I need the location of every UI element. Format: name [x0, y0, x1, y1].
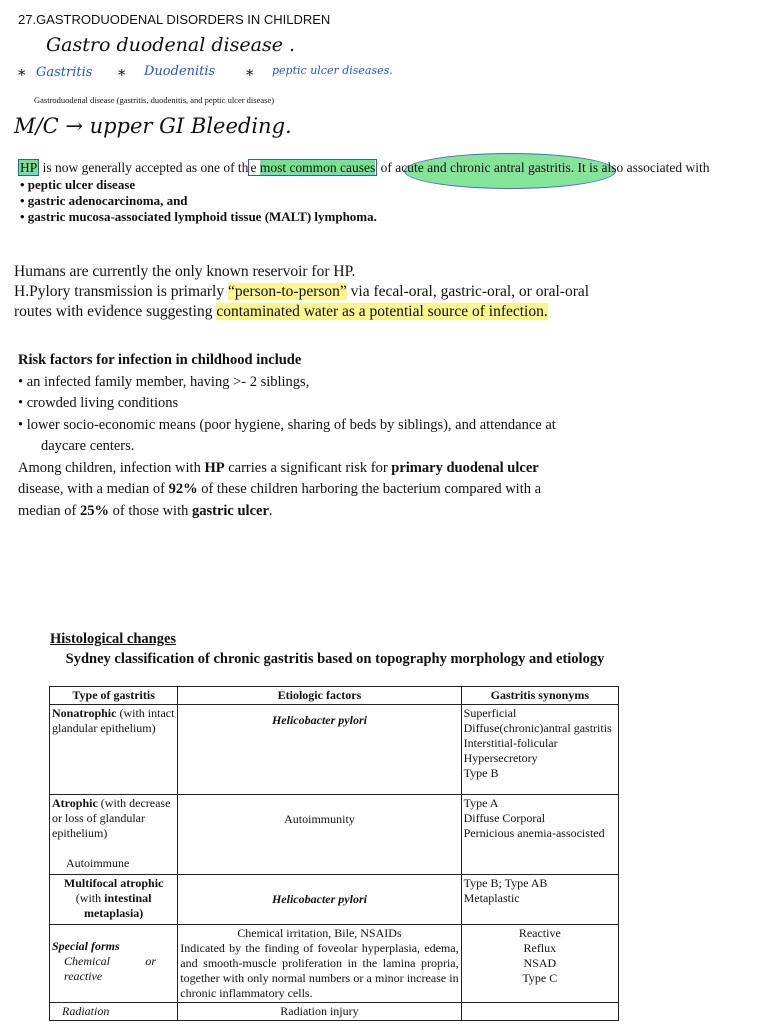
risk-summary: Among children, infection with HP carries a significant risk for primary duodenal ulcer disease, with a median of 92% of these children harboring the bacterium compared with a median of 25% of those with gastric ulcer. — [18, 459, 542, 519]
handwritten-item: Duodenitis — [144, 64, 216, 79]
risk-factors-section — [18, 350, 758, 522]
handwritten-note: M/C → upper GI Bleeding. — [14, 114, 292, 138]
star-icon: * — [246, 66, 254, 84]
subtitle-small: Gastroduodenal disease (gastritis, duodenitis, and peptic ulcer disease) — [34, 95, 275, 105]
table-cell: Special forms Chemical or reactive — [50, 925, 178, 1003]
handwritten-item: peptic ulcer diseases. — [272, 64, 393, 77]
transmission-paragraph: Humans are currently the only known reservoir for HP. H.Pylory transmission is primarly “person-to-person” via fecal-oral, gastric-oral, or oral-oral routes with evidence suggesting contaminated water as a potential source of infection. — [14, 263, 590, 320]
table-cell: Helicobacter pylori — [178, 705, 461, 795]
table-cell — [461, 1003, 618, 1021]
table-cell: Radiation — [50, 1003, 178, 1021]
star-icon: * — [18, 66, 26, 84]
handwritten-item: Gastritis — [36, 65, 93, 80]
table-cell: Radiation injury — [178, 1003, 461, 1021]
list-item: • an infected family member, having >- 2 siblings, — [18, 373, 310, 390]
gastritis-classification-table — [49, 686, 619, 1021]
star-icon: * — [118, 66, 126, 84]
sydney-classification-title: Sydney classification of chronic gastritis based on topography morphology and etiology — [65, 651, 605, 667]
list-item: • gastric mucosa-associated lymphoid tissue (MALT) lymphoma. — [20, 209, 377, 224]
table-header-row — [50, 687, 619, 705]
hp-highlight: HP — [20, 160, 38, 175]
paragraph-hp: HP is now generally accepted as one of th e most common causes of acute and chronic antral gastritis. It is also associated with — [20, 160, 710, 175]
list-item: • peptic ulcer disease — [20, 177, 136, 192]
table-cell: Helicobacter pylori — [178, 875, 461, 925]
associated-diseases-list — [20, 177, 377, 225]
histological-changes-heading: Histological changes — [50, 631, 177, 647]
list-item: • lower socio-economic means (poor hygiene, sharing of beds by siblings), and attendance at — [18, 416, 556, 433]
column-header: Type of gastritis — [50, 687, 178, 705]
list-item: • gastric adenocarcinoma, and — [20, 193, 188, 208]
list-item: • crowded living conditions — [18, 395, 179, 411]
table-cell: Type A Diffuse Corporal Pernicious anemia-associsted — [461, 795, 618, 875]
table-cell: Autoimmunity — [178, 795, 461, 875]
table-cell: Superficial Diffuse(chronic)antral gastritis Interstitial-folicular Hypersecretory Type B — [461, 705, 618, 795]
column-header: Gastritis synonyms — [461, 687, 618, 705]
table-row — [50, 1003, 619, 1021]
page-title: 27.GASTRODUODENAL DISORDERS IN CHILDREN — [18, 12, 331, 27]
table-cell: Chemical irritation, Bile, NSAIDs Indicated by the finding of foveolar hyperplasia, edema, and smooth-muscle proliferation in the lamina propria, together with only normal numbers or a minor increase in chronic inflammatory cells. — [178, 925, 461, 1003]
table-row — [50, 795, 619, 875]
table-cell: Reactive Reflux NSAD Type C — [461, 925, 618, 1003]
table-cell: Nonatrophic (with intact glandular epithelium) — [50, 705, 178, 795]
table-row — [50, 925, 619, 1003]
table-row — [50, 875, 619, 925]
person-to-person-highlight: “person-to-person” — [227, 283, 347, 300]
table-cell: Atrophic (with decrease or loss of glandular epithelium) Autoimmune — [50, 795, 178, 875]
table-row — [50, 705, 619, 795]
list-item-continuation: daycare centers. — [41, 438, 135, 454]
handwritten-heading: Gastro duodenal disease . — [46, 34, 296, 56]
risk-factors-heading: Risk factors for infection in childhood include — [18, 352, 302, 368]
water-source-highlight: contaminated water as a potential source of infection. — [216, 303, 548, 320]
column-header: Etiologic factors — [178, 687, 461, 705]
most-common-causes-box: e most common causes — [250, 160, 376, 175]
table-cell: Type B; Type AB Metaplastic — [461, 875, 618, 925]
table-cell: Multifocal atrophic (with intestinal metaplasia) — [50, 875, 178, 925]
